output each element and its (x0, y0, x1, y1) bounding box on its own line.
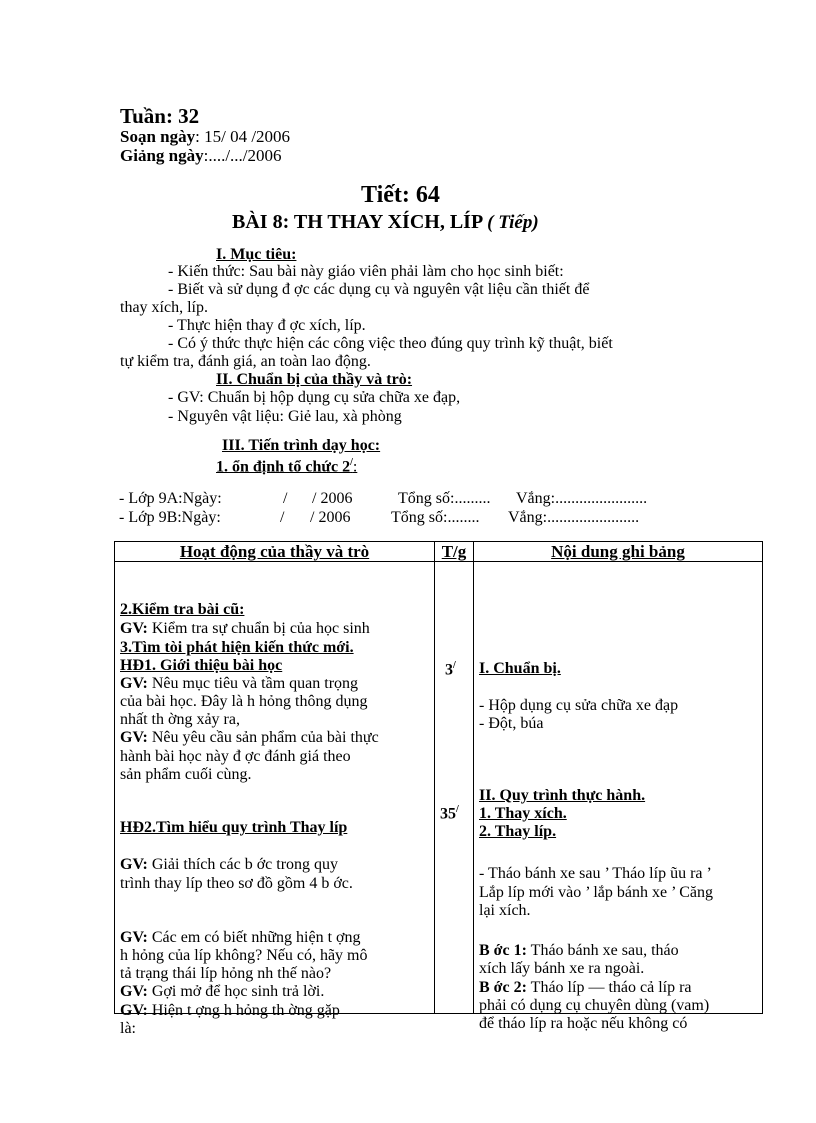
activities-cell (115, 562, 435, 1037)
table-header-row (115, 542, 763, 562)
attendance-year: / 2006 (310, 509, 351, 526)
board-line: để tháo líp ra hoặc nếu không có (479, 1015, 688, 1032)
board-line (479, 941, 679, 960)
header-board-content: Nội dung ghi bảng (474, 542, 763, 562)
gv-label: GV: (120, 983, 148, 1000)
new-knowledge-heading: 3.Tìm tòi phát hiện kiến thức mới. (120, 639, 354, 656)
objective-line: - Biết và sử dụng đ ợc các dụng cụ và nguyên vật liệu cần thiết để (168, 281, 590, 298)
board-content-cell (474, 562, 763, 1032)
check-old-heading: 2.Kiểm tra bài cũ: (120, 601, 245, 618)
minute-mark: / (456, 804, 459, 815)
attendance-slash: / (283, 490, 288, 507)
attendance-class: - Lớp 9A:Ngày: (119, 490, 222, 507)
step-text: Tháo líp — tháo cả líp ra (526, 979, 692, 996)
lesson-title-suffix: ( Tiếp) (487, 212, 539, 233)
activity-line (120, 928, 361, 947)
time-minutes: 3 (445, 661, 453, 679)
prepared-date-value: : 15/ 04 /2006 (195, 127, 291, 146)
activity-line (120, 674, 358, 693)
activity-text: Nêu mục tiêu và tầm quan trọng (147, 675, 359, 692)
prepared-date (120, 127, 290, 147)
process-heading: III. Tiến trình dạy học: (222, 437, 381, 454)
activity-line: trình thay líp theo sơ đồ gồm 4 b ớc. (120, 875, 353, 892)
gv-label: GV: (120, 729, 148, 746)
lesson-title (232, 210, 539, 234)
class-stabilization-text: 1. ổn định tổ chức 2 (216, 458, 351, 476)
attendance-slash: / (280, 509, 285, 526)
activity-line: nhất th ờng xảy ra, (120, 711, 240, 728)
attendance-year: / 2006 (312, 490, 353, 507)
activity-text: Giải thích các b ớc trong quy (147, 856, 339, 873)
attendance-total: Tổng số:........ (391, 509, 480, 526)
activity-line: h hỏng của líp không? Nếu có, hãy mô (120, 947, 368, 964)
step-label: B ớc 2: (479, 979, 527, 996)
teaching-date (120, 146, 282, 166)
board-section-heading: II. Quy trình thực hành. (479, 787, 646, 804)
time-minutes: 35 (440, 805, 456, 823)
board-subheading: 1. Thay xích. (479, 805, 567, 822)
board-line: phải có dụng cụ chuyên dùng (vam) (479, 997, 710, 1014)
board-line: - Hộp dụng cụ sửa chữa xe đạp (479, 697, 679, 714)
board-line: lại xích. (479, 902, 531, 919)
period-title: Tiết: 64 (361, 182, 440, 208)
attendance-absent: Vắng:....................... (516, 490, 648, 507)
activity-line (120, 728, 379, 747)
board-line: Lắp líp mới vào ’ lắp bánh xe ’ Căng (479, 884, 714, 901)
class-stabilization-colon: : (352, 458, 358, 476)
activity-line: của bài học. Đây là h hỏng thông dụng (120, 693, 368, 710)
gv-label: GV: (120, 675, 148, 692)
objective-line: thay xích, líp. (120, 299, 208, 316)
header-time: T/g (435, 542, 474, 562)
activity-line (120, 1001, 340, 1020)
teaching-date-value: :..../.../2006 (203, 146, 282, 165)
activity-line: tả trạng thái líp hỏng nh thế nào? (120, 965, 332, 982)
time-value (440, 800, 459, 823)
class-stabilization (216, 453, 357, 476)
attendance-class: - Lớp 9B:Ngày: (119, 509, 221, 526)
time-value (445, 656, 456, 679)
board-line (479, 978, 692, 997)
objective-line: - Thực hiện thay đ ợc xích, líp. (168, 317, 366, 334)
board-line: xích lấy bánh xe ra ngoài. (479, 960, 645, 977)
hd1-heading: HĐ1. Giới thiệu bài học (120, 657, 283, 674)
gv-label: GV: (120, 856, 148, 873)
activity-line (120, 619, 370, 638)
week-label: Tuần: 32 (120, 104, 200, 128)
attendance-total: Tổng số:......... (398, 490, 491, 507)
header-activities: Hoạt động của thầy và trò (115, 542, 435, 562)
preparation-line: - Nguyên vật liệu: Giẻ lau, xà phòng (168, 408, 402, 425)
board-subheading: 2. Thay líp. (479, 823, 557, 840)
minute-mark: / (350, 457, 353, 468)
table-row (115, 562, 763, 1014)
teaching-date-label: Giảng ngày (120, 146, 204, 165)
activity-text: Các em có biết những hiện t ợng (147, 929, 361, 946)
time-cell (435, 562, 474, 1014)
activity-line: là: (120, 1020, 136, 1037)
objective-line: - Kiến thức: Sau bài này giáo viên phải làm cho học sinh biết: (168, 263, 564, 280)
activity-text: Nêu yêu cầu sản phẩm của bài thực (147, 729, 379, 746)
gv-label: GV: (120, 929, 148, 946)
objectives-heading: I. Mục tiêu: (216, 246, 297, 263)
objective-line: tự kiểm tra, đánh giá, an toàn lao động. (120, 353, 371, 370)
lesson-table (114, 541, 763, 1037)
activity-line: hành bài học này đ ợc đánh giá theo (120, 748, 351, 765)
hd2-heading: HĐ2.Tìm hiểu quy trình Thay líp (120, 819, 348, 836)
activity-text: Kiểm tra sự chuẩn bị của học sinh (147, 620, 370, 637)
step-label: B ớc 1: (479, 942, 527, 959)
gv-label: GV: (120, 620, 148, 637)
board-section-heading: I. Chuẩn bị. (479, 660, 561, 677)
step-text: Tháo bánh xe sau, tháo (526, 942, 679, 959)
attendance-absent: Vắng:....................... (508, 509, 640, 526)
activity-line: sản phẩm cuối cùng. (120, 766, 252, 783)
activity-line (120, 982, 324, 1001)
activity-line (120, 855, 338, 874)
activity-text: Gợi mở để học sinh trả lời. (147, 983, 325, 1000)
activity-text: Hiện t ợng h hỏng th ờng gặp (147, 1002, 340, 1019)
board-line: - Tháo bánh xe sau ’ Tháo líp ũu ra ’ (479, 865, 712, 882)
objective-line: - Có ý thức thực hiện các công việc theo đúng quy trình kỹ thuật, biết (168, 335, 613, 352)
gv-label: GV: (120, 1002, 148, 1019)
board-line: - Đột, búa (479, 715, 544, 732)
preparation-line: - GV: Chuẩn bị hộp dụng cụ sửa chữa xe đạp, (168, 389, 461, 406)
prepared-date-label: Soạn ngày (120, 127, 196, 146)
lesson-title-main: BÀI 8: TH THAY XÍCH, LÍP (232, 211, 484, 233)
minute-mark: / (453, 660, 456, 671)
preparation-heading: II. Chuẩn bị của thầy và trò: (216, 371, 413, 388)
